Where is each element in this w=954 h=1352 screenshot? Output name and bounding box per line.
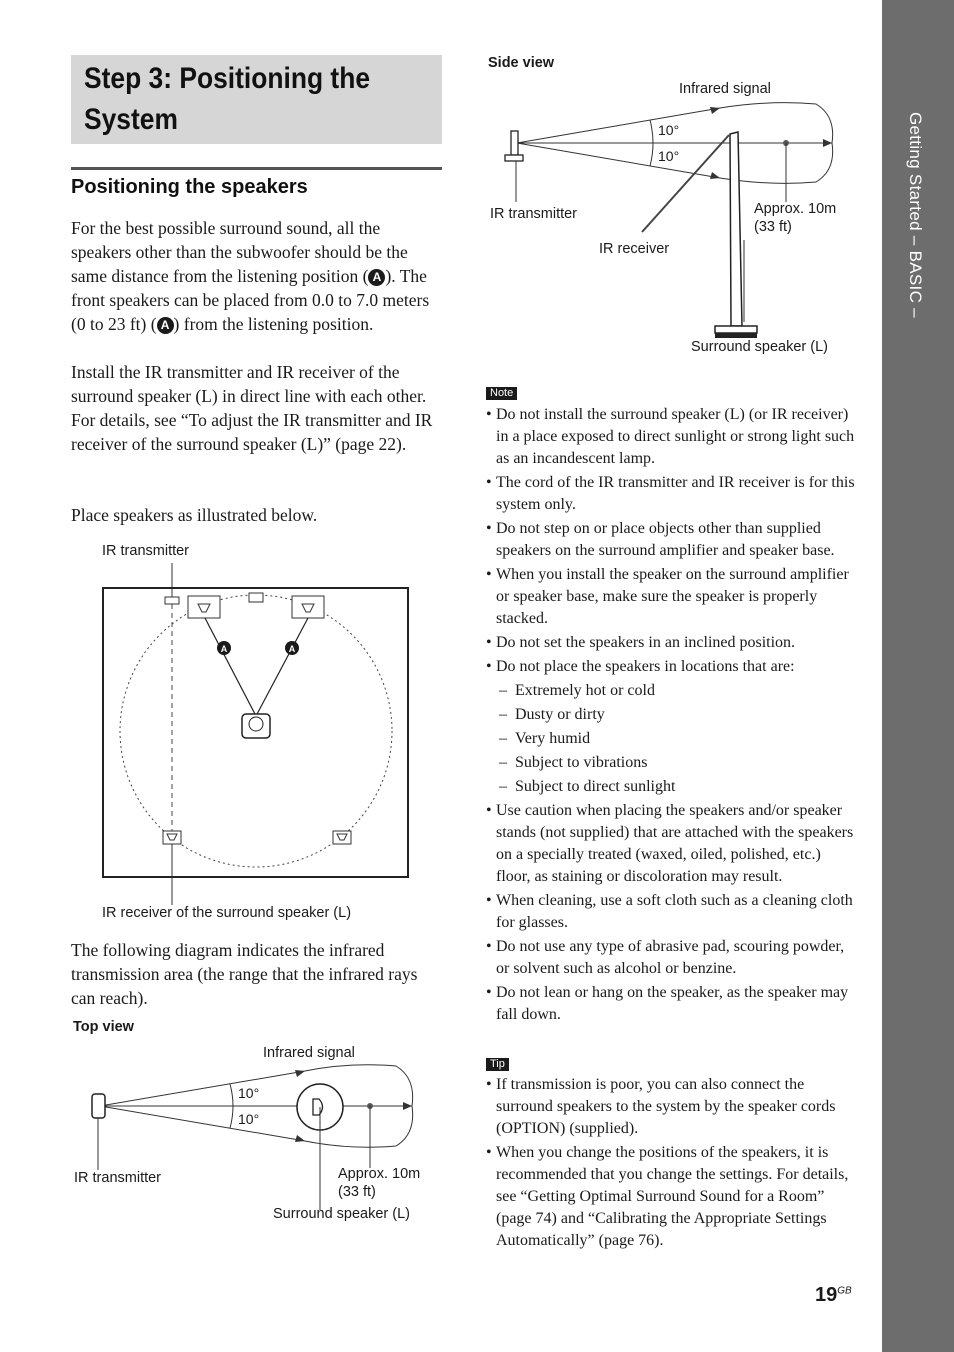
tip-badge: Tip: [486, 1058, 509, 1071]
listening-position-marker: A: [368, 269, 385, 286]
distance-line2: (33 ft): [754, 219, 792, 235]
surround-speaker-icon: [730, 132, 742, 326]
list-item: • Use caution when placing the speakers and/or speaker stands (not supplied) that are attached with the speakers on a specially treated (waxed, oiled, polished, etc.) floor, as staining or discoloration may result.: [486, 800, 858, 888]
note-badge: Note: [486, 387, 517, 400]
leader-line: [642, 135, 729, 232]
side-view-speaker-label: Surround speaker (L): [691, 339, 829, 355]
section-title: Positioning the speakers: [71, 176, 308, 198]
page-number-suffix: GB: [837, 1285, 852, 1297]
side-tab-label: Getting Started – BASIC –: [906, 112, 925, 318]
arrow-head: [710, 107, 720, 114]
list-item: • Do not set the speakers in an inclined position.: [486, 632, 858, 654]
list-item-text: Do not place the speakers in locations that are:: [496, 658, 795, 675]
angle-lower-label: 10°: [238, 1111, 260, 1127]
list-item: • If transmission is poor, you can also connect the surround speakers to the system by the speaker cords (OPTION) (supplied).: [486, 1074, 858, 1140]
top-view-ir-transmitter-label: IR transmitter: [74, 1170, 162, 1186]
sub-list-item: – Subject to vibrations: [496, 752, 858, 774]
list-item: • When you change the positions of the speakers, it is recommended that you change the settings. For details, see “Getting Optimal Surround Sound for a Room” (page 74) and “Calibrating the Appropriate Settings Automatically” (page 76).: [486, 1142, 858, 1252]
angle-lower-label: 10°: [658, 148, 680, 164]
intro-text-b: ). The front speakers can be placed from 0.0 to 7.0 meters (0 to 23 ft) (: [71, 266, 430, 334]
page-title: Step 3: Positioning the System: [84, 62, 371, 136]
ir-transmitter-base-icon: [505, 155, 523, 161]
side-view-infrared-label: Infrared signal: [679, 81, 771, 97]
distance-line1: Approx. 10m: [338, 1166, 421, 1182]
sub-list-item: – Very humid: [496, 728, 858, 750]
side-view-ir-transmitter-label: IR transmitter: [490, 206, 578, 222]
speaker-base-icon: [715, 326, 757, 333]
listening-position-marker: A: [157, 317, 174, 334]
angle-upper-label: 10°: [658, 122, 680, 138]
list-item: • When you install the speaker on the surround amplifier or speaker base, make sure the speaker is properly stacked.: [486, 564, 858, 630]
ir-transmitter-icon: [511, 131, 518, 155]
page-number: [815, 1284, 852, 1307]
page-number-value: 19: [815, 1284, 838, 1306]
notes-list: [486, 404, 858, 1028]
list-item: • Do not install the surround speaker (L) (or IR receiver) in a place exposed to direct sunlight or strong light such as an incandescent lamp.: [486, 404, 858, 470]
sub-list-item: – Subject to direct sunlight: [496, 776, 858, 798]
intro-paragraph-3: Place speakers as illustrated below.: [71, 505, 318, 525]
side-view-heading: Side view: [488, 55, 555, 71]
distance-line2: (33 ft): [338, 1184, 376, 1200]
list-item: • Do not use any type of abrasive pad, scouring powder, or solvent such as alcohol or benzine.: [486, 936, 858, 980]
sub-list-item: – Extremely hot or cold: [496, 680, 858, 702]
top-view-speaker-label: Surround speaker (L): [273, 1206, 411, 1222]
layout-label-ir-receiver: IR receiver of the surround speaker (L): [102, 905, 352, 921]
top-view-infrared-label: Infrared signal: [263, 1045, 355, 1061]
angle-upper-label: 10°: [238, 1085, 260, 1101]
list-item: • When cleaning, use a soft cloth such as a cleaning cloth for glasses.: [486, 890, 858, 934]
arrow-head: [823, 139, 832, 147]
transmission-paragraph: The following diagram indicates the infrared transmission area (the range that the infrared rays can reach).: [71, 940, 418, 1008]
side-view-ir-receiver-label: IR receiver: [599, 241, 670, 257]
list-item: • Do not lean or hang on the speaker, as the speaker may fall down.: [486, 982, 858, 1026]
list-item: • Do not step on or place objects other than supplied speakers on the surround amplifier and speaker base.: [486, 518, 858, 562]
list-item: [486, 656, 858, 798]
distance-line1: Approx. 10m: [754, 201, 837, 217]
tips-list: [486, 1074, 858, 1254]
locations-sublist: [496, 680, 858, 798]
intro-text-c: ) from the listening position.: [173, 314, 374, 334]
list-item: • The cord of the IR transmitter and IR receiver is for this system only.: [486, 472, 858, 516]
sub-list-item: – Dusty or dirty: [496, 704, 858, 726]
arrow-head: [710, 172, 720, 179]
marker-a-left-label: A: [220, 644, 228, 654]
intro-text-a: For the best possible surround sound, all the speakers other than the subwoofer should be the same distance from the listening position (: [71, 218, 408, 286]
side-view-distance-label: [754, 200, 836, 236]
layout-label-ir-transmitter: IR transmitter: [102, 543, 190, 559]
intro-paragraph-2: Install the IR transmitter and IR receiver of the surround speaker (L) in direct line with each other. For details, see “To adjust the IR transmitter and IR receiver of the surround speaker (L)” (page 22).: [71, 362, 433, 454]
marker-a-right-label: A: [288, 644, 296, 654]
top-view-heading: Top view: [73, 1019, 134, 1035]
